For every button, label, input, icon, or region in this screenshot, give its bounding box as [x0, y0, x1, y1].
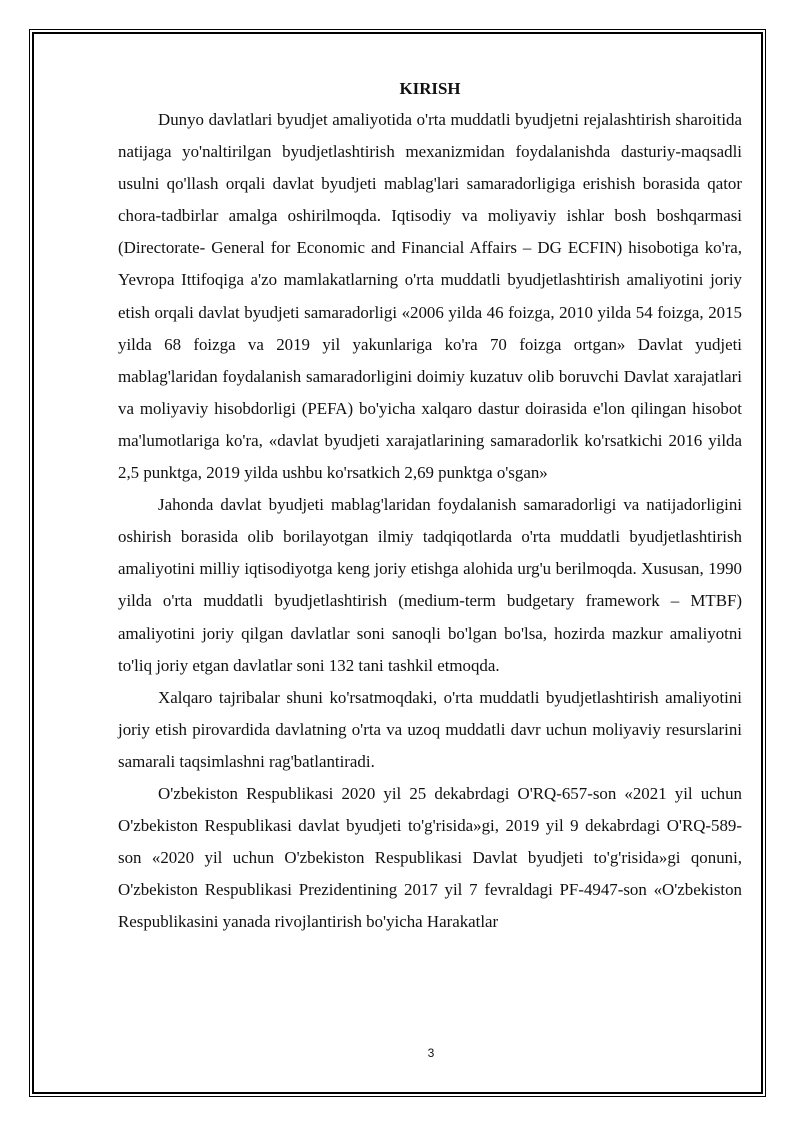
paragraph: O'zbekiston Respublikasi 2020 yil 25 dekabrdagi O'RQ-657-son «2021 yil uchun O'zbekiston Respublikasi davlat byudjeti to'g'risida»gi, 2019 yil 9 dekabrdagi O'RQ-589-son «2020 yil uchun O'zbekiston Respublikasi Davlat byudjeti to'g'risida»gi qonuni, O'zbekiston Respublikasi Prezidentining 2017 yil 7 fevraldagi PF-4947-son «O'zbekiston Respublikasini yanada rivojlantirish bo'yicha Harakatlar	[118, 783, 742, 932]
page-number: 3	[427, 1046, 435, 1060]
paragraph: Dunyo davlatlari byudjet amaliyotida o'rta muddatli byudjetni rejalashtirish sharoitida natijaga yo'naltirilgan byudjetlashtirish mexanizmidan foydalanishda dasturiy-maqsadli usulni qo'llash orqali davlat byudjeti mablag'lari samaradorligiga erishish borasida qator chora-tadbirlar amalga oshirilmoqda. Iqtisodiy va moliyaviy ishlar bosh boshqarmasi (Directorate- General for Economic and Financial Affairs – DG ECFIN) hisobotiga ko'ra, Yevropa Ittifoqiga a'zo mamlakatlarning o'rta muddatli byudjetlashtirish amaliyotini joriy etish orqali davlat byudjeti samaradorligi «2006 yilda 46 foizga, 2010 yilda 54 foizga, 2015 yilda 68 foizga va 2019 yil yakunlariga ko'ra 70 foizga ortgan» Davlat yudjeti mablag'laridan foydalanish samaradorligini doimiy kuzatuv olib boruvchi Davlat xarajatlari va moliyaviy hisobdorligi (PEFA) bo'yicha xalqaro dastur doirasida e'lon qilingan hisobot ma'lumotlariga ko'ra, «davlat byudjeti xarajatlarining samaradorlik ko'rsatkichi 2016 yilda 2,5 punktga, 2019 yilda ushbu ko'rsatkich 2,69 punktga o'sgan»	[118, 110, 742, 483]
section-title: KIRISH	[399, 79, 461, 98]
document-body	[118, 74, 742, 938]
paragraph: Xalqaro tajribalar shuni ko'rsatmoqdaki, o'rta muddatli byudjetlashtirish amaliyotini joriy etish pirovardida davlatning o'rta va uzoq muddatli davr uchun moliyaviy resurslarini samarali taqsimlashni rag'batlantiradi.	[118, 687, 742, 771]
paragraph: Jahonda davlat byudjeti mablag'laridan foydalanish samaradorligi va natijadorligini oshirish borasida olib borilayotgan ilmiy tadqiqotlarda o'rta muddatli byudjetlashtirish amaliyotini milliy iqtisodiyotga keng joriy etishga alohida urg'u berilmoqda. Xususan, 1990 yilda o'rta muddatli byudjetlashtirish (medium-term budgetary framework – MTBF) amaliyotini joriy qilgan davlatlar soni sanoqli bo'lgan bo'lsa, hozirda mazkur amaliyotni to'liq joriy etgan davlatlar soni 132 tani tashkil etmoqda.	[118, 495, 742, 675]
